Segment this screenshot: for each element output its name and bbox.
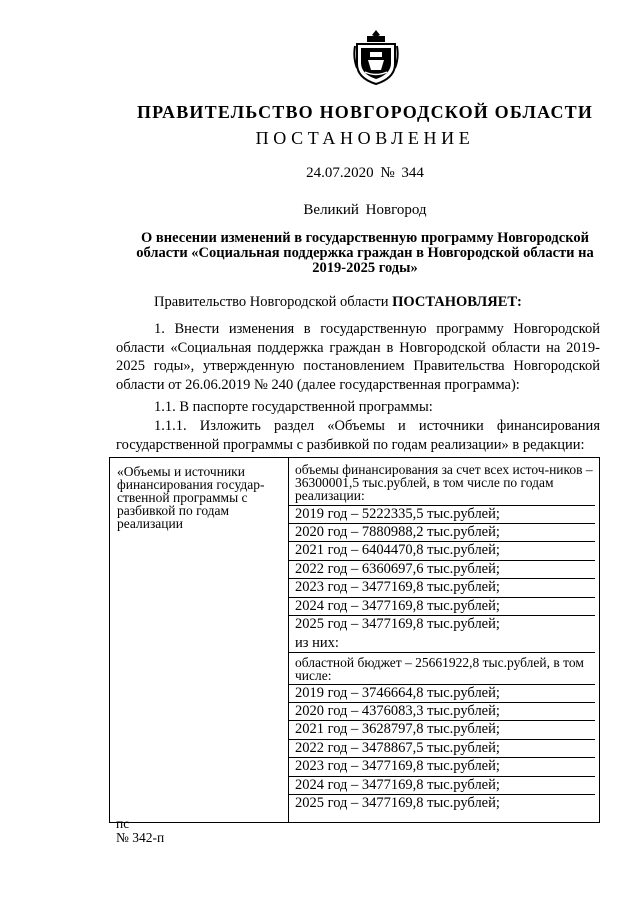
- footer-initials: пс: [116, 816, 130, 831]
- regional-year-list: [295, 684, 595, 814]
- financing-table: [109, 457, 600, 823]
- paragraph-1: 1. Внести изменения в государственную программу Новгородской области «Социальная поддержка граждан в Новгородской области на 2019-2025 годы», утвержденную постановлением Правительства Новгородской области от 26.06.2019 № 240 (далее государственная программа):: [116, 321, 600, 393]
- table-row: 2023 год – 3477169,8 тыс.рублей;: [288, 758, 595, 777]
- table-row: 2020 год – 4376083,3 тыс.рублей;: [288, 703, 595, 722]
- coat-of-arms-emblem: [353, 28, 399, 86]
- table-right-cell: [295, 463, 595, 814]
- table-row: 2025 год – 3477169,8 тыс.рублей;: [295, 616, 500, 632]
- table-row: 2019 год – 3746664,8 тыс.рублей;: [288, 684, 595, 703]
- document-date-number: 24.07.2020 № 344: [306, 165, 424, 181]
- table-intro: объемы финансирования за счет всех источ-ников – 36300001,5 тыс.рублей, в том числе по годам реализации:: [295, 462, 593, 503]
- document-city: Великий Новгород: [303, 202, 427, 218]
- document-subject: О внесении изменений в государственную программу Новгородской области «Социальная поддержка граждан в Новгородской области на 2019-2025 годы»: [136, 230, 594, 276]
- paragraph-1-1: 1.1. В паспорте государственной программы:: [154, 399, 433, 415]
- regional-intro: областной бюджет – 25661922,8 тыс.рублей, в том числе:: [295, 655, 584, 683]
- footer-note: [116, 817, 164, 844]
- enact-prefix: Правительство Новгородской области: [154, 294, 393, 310]
- footer-ref-number: № 342-п: [116, 829, 165, 845]
- table-row: 2019 год – 5222335,5 тыс.рублей;: [288, 505, 595, 524]
- table-row: 2021 год – 3628797,8 тыс.рублей;: [288, 721, 595, 740]
- document-type: ПОСТАНОВЛЕНИЕ: [255, 128, 475, 148]
- table-row: 2022 год – 3478867,5 тыс.рублей;: [288, 740, 595, 759]
- table-row: 2021 год – 6404470,8 тыс.рублей;: [288, 542, 595, 561]
- table-row: 2022 год – 6360697,6 тыс.рублей;: [288, 561, 595, 580]
- table-left-cell: «Объемы и источники финансирования государ-ственной программы с разбивкой по годам реализации: [117, 464, 265, 531]
- enact-keyword: ПОСТАНОВЛЯЕТ:: [392, 294, 522, 310]
- enact-paragraph: [116, 293, 600, 312]
- paragraph-1-1-1: 1.1.1. Изложить раздел «Объемы и источники финансирования государственной программы с разбивкой по годам реализации» в редакции:: [116, 418, 600, 453]
- table-row: 2020 год – 7880988,2 тыс.рублей;: [288, 524, 595, 543]
- government-title: ПРАВИТЕЛЬСТВО НОВГОРОДСКОЙ ОБЛАСТИ: [136, 102, 594, 122]
- total-year-list: [295, 505, 595, 635]
- table-row: 2023 год – 3477169,8 тыс.рублей;: [288, 579, 595, 598]
- table-row: 2024 год – 3477169,8 тыс.рублей;: [288, 777, 595, 796]
- table-row: 2025 год – 3477169,8 тыс.рублей;: [295, 795, 500, 811]
- of-them-label: из них:: [288, 635, 595, 654]
- table-row: 2024 год – 3477169,8 тыс.рублей;: [288, 598, 595, 617]
